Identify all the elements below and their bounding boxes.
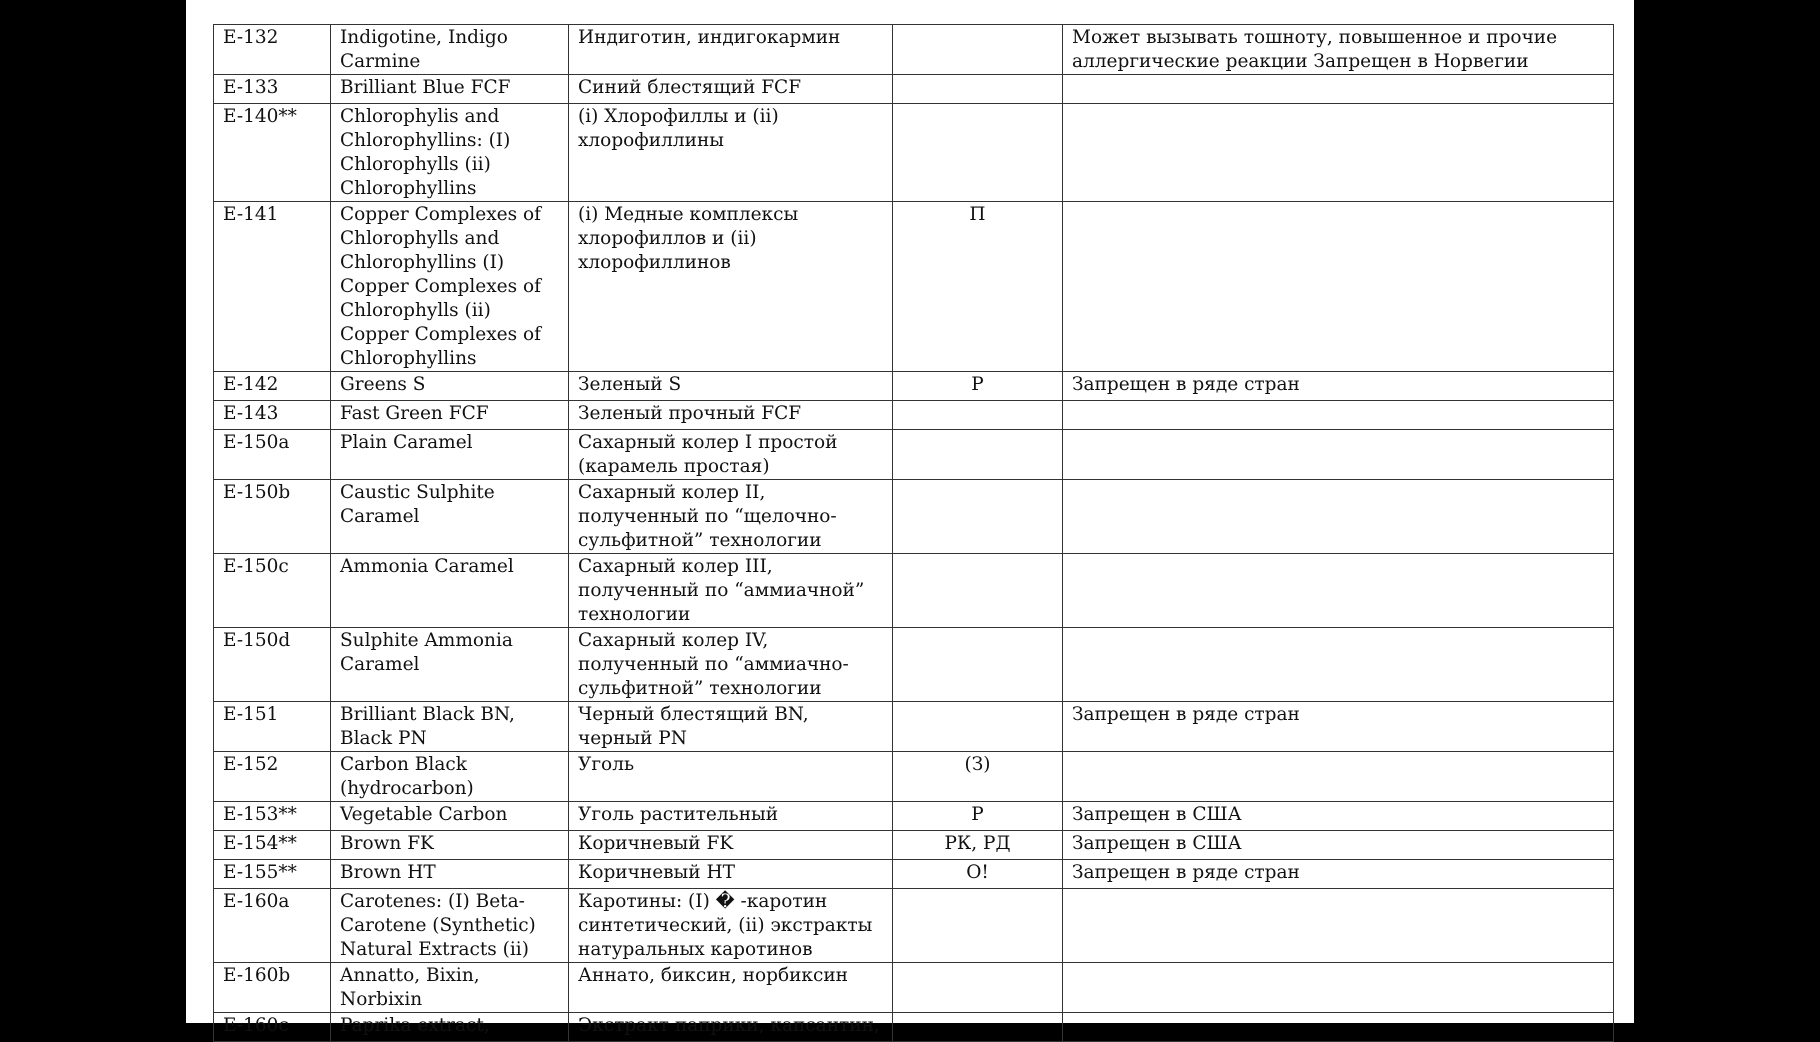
name-russian: Коричневый HT: [569, 860, 893, 889]
name-english: Indigotine, Indigo Carmine: [331, 25, 569, 75]
hazard-mark: (З): [893, 752, 1063, 802]
table-row: [214, 860, 1614, 889]
name-russian: (i) Хлорофиллы и (ii) хлорофиллины: [569, 104, 893, 202]
table-row: [214, 430, 1614, 480]
table-row: [214, 628, 1614, 702]
additive-code: E-152: [214, 752, 331, 802]
document-page: [186, 0, 1634, 1036]
name-english: Copper Complexes of Chlorophylls and Chlorophyllins (I) Copper Complexes of Chlorophylls (ii) Copper Complexes of Chlorophyllins: [331, 202, 569, 372]
name-english: Chlorophylis and Chlorophyllins: (I) Chlorophylls (ii) Chlorophyllins: [331, 104, 569, 202]
name-russian: Сахарный колер III, полученный по “аммиачной” технологии: [569, 554, 893, 628]
name-russian: Индиготин, индигокармин: [569, 25, 893, 75]
additive-code: E-143: [214, 401, 331, 430]
note: [1063, 889, 1614, 963]
note: [1063, 752, 1614, 802]
name-english: Vegetable Carbon: [331, 802, 569, 831]
table-row: [214, 25, 1614, 75]
table-row: [214, 702, 1614, 752]
name-english: Brilliant Black BN, Black PN: [331, 702, 569, 752]
note: [1063, 554, 1614, 628]
additive-code: E-160c: [214, 1013, 331, 1042]
additive-code: E-155**: [214, 860, 331, 889]
note: Запрещен в ряде стран: [1063, 372, 1614, 401]
name-russian: Черный блестящий BN, черный PN: [569, 702, 893, 752]
additive-code: E-150a: [214, 430, 331, 480]
additive-code: E-160a: [214, 889, 331, 963]
name-english: Fast Green FCF: [331, 401, 569, 430]
name-russian: Уголь растительный: [569, 802, 893, 831]
note: [1063, 104, 1614, 202]
note: Запрещен в США: [1063, 831, 1614, 860]
table-row: [214, 75, 1614, 104]
hazard-mark: О!: [893, 860, 1063, 889]
name-english: Carotenes: (I) Beta-Carotene (Synthetic) Natural Extracts (ii): [331, 889, 569, 963]
name-english: Annatto, Bixin, Norbixin: [331, 963, 569, 1013]
table-row: [214, 963, 1614, 1013]
name-english: Greens S: [331, 372, 569, 401]
hazard-mark: [893, 889, 1063, 963]
additive-code: E-153**: [214, 802, 331, 831]
hazard-mark: РК, РД: [893, 831, 1063, 860]
hazard-mark: [893, 702, 1063, 752]
table-row: [214, 831, 1614, 860]
food-additives-table: [213, 24, 1614, 1042]
hazard-mark: [893, 963, 1063, 1013]
table-row: [214, 104, 1614, 202]
note: Запрещен в ряде стран: [1063, 860, 1614, 889]
note: Может вызывать тошноту, повышенное и прочие аллергические реакции Запрещен в Норвегии: [1063, 25, 1614, 75]
additive-code: E-142: [214, 372, 331, 401]
additive-code: E-154**: [214, 831, 331, 860]
note: [1063, 75, 1614, 104]
name-russian: Коричневый FK: [569, 831, 893, 860]
additive-code: E-150c: [214, 554, 331, 628]
name-russian: Синий блестящий FCF: [569, 75, 893, 104]
hazard-mark: [893, 430, 1063, 480]
name-russian: Зеленый прочный FCF: [569, 401, 893, 430]
table-row: [214, 752, 1614, 802]
additive-code: E-150b: [214, 480, 331, 554]
hazard-mark: Р: [893, 802, 1063, 831]
table-row: [214, 480, 1614, 554]
additive-code: E-160b: [214, 963, 331, 1013]
name-russian: Сахарный колер II, полученный по “щелочно-сульфитной” технологии: [569, 480, 893, 554]
name-english: Sulphite Ammonia Caramel: [331, 628, 569, 702]
table-row: [214, 889, 1614, 963]
table-row: [214, 202, 1614, 372]
table-row: [214, 372, 1614, 401]
table-row: [214, 1013, 1614, 1042]
name-russian: Каротины: (I) � -каротин синтетический, (ii) экстракты натуральных каротинов: [569, 889, 893, 963]
hazard-mark: Р: [893, 372, 1063, 401]
additive-code: E-132: [214, 25, 331, 75]
name-english: Brown HT: [331, 860, 569, 889]
note: Запрещен в ряде стран: [1063, 702, 1614, 752]
table-row: [214, 802, 1614, 831]
note: Запрещен в США: [1063, 802, 1614, 831]
note: [1063, 430, 1614, 480]
hazard-mark: [893, 554, 1063, 628]
name-russian: Зеленый S: [569, 372, 893, 401]
name-english: Carbon Black (hydrocarbon): [331, 752, 569, 802]
additive-code: E-151: [214, 702, 331, 752]
hazard-mark: [893, 75, 1063, 104]
note: [1063, 480, 1614, 554]
note: [1063, 963, 1614, 1013]
hazard-mark: [893, 104, 1063, 202]
hazard-mark: [893, 401, 1063, 430]
hazard-mark: [893, 480, 1063, 554]
additive-code: E-141: [214, 202, 331, 372]
note: [1063, 202, 1614, 372]
name-english: Brilliant Blue FCF: [331, 75, 569, 104]
name-russian: (i) Медные комплексы хлорофиллов и (ii) хлорофиллинов: [569, 202, 893, 372]
additive-code: E-150d: [214, 628, 331, 702]
note: [1063, 401, 1614, 430]
hazard-mark: [893, 1013, 1063, 1042]
additive-code: E-133: [214, 75, 331, 104]
name-english: Ammonia Caramel: [331, 554, 569, 628]
note: [1063, 1013, 1614, 1042]
name-russian: Сахарный колер IV, полученный по “аммиачно-сульфитной” технологии: [569, 628, 893, 702]
hazard-mark: [893, 25, 1063, 75]
name-english: Caustic Sulphite Caramel: [331, 480, 569, 554]
name-english: Plain Caramel: [331, 430, 569, 480]
name-russian: Аннато, биксин, норбиксин: [569, 963, 893, 1013]
table-row: [214, 554, 1614, 628]
additive-code: E-140**: [214, 104, 331, 202]
note: [1063, 628, 1614, 702]
table-row: [214, 401, 1614, 430]
name-english: Brown FK: [331, 831, 569, 860]
hazard-mark: [893, 628, 1063, 702]
name-russian: Сахарный колер I простой (карамель простая): [569, 430, 893, 480]
hazard-mark: П: [893, 202, 1063, 372]
name-russian: Экстракт паприки, капсантин,: [569, 1013, 893, 1042]
name-english: Paprika extract,: [331, 1013, 569, 1042]
name-russian: Уголь: [569, 752, 893, 802]
